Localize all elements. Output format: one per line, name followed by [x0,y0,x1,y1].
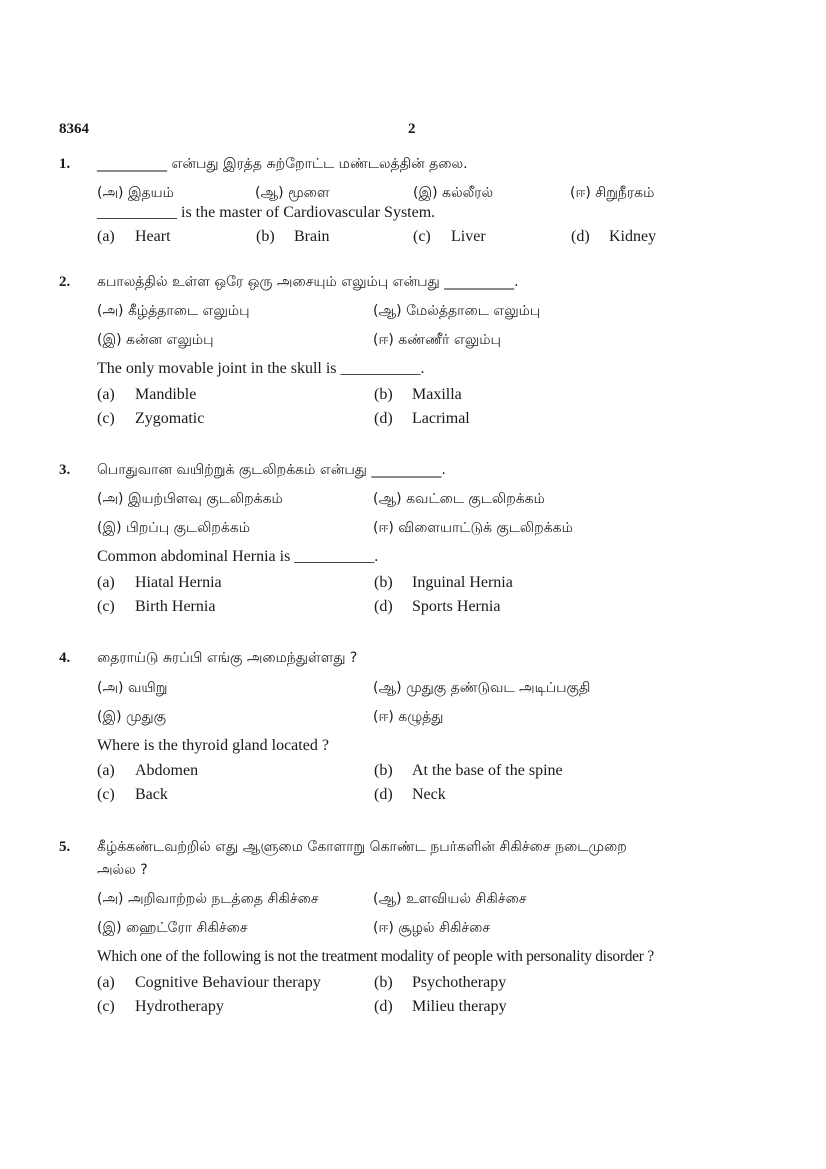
option-tamil: (ஆ) மூளை [255,185,330,201]
option-english: (a) Heart [97,228,171,245]
option-english: (d) Neck [374,786,446,803]
paper-code: 8364 [59,121,89,137]
option-tamil: (இ) ஹைட்ரோ சிகிச்சை [97,920,248,936]
question-text-tamil: __________ என்பது இரத்த சுற்றோட்ட மண்டலத்தின் தலை. [97,156,468,172]
option-tamil: (அ) கீழ்த்தாடை எலும்பு [97,303,250,319]
option-tamil: (ஆ) கவட்டை குடலிறக்கம் [373,491,545,507]
question-number: 5. [59,839,71,855]
option-english: (d) Sports Hernia [374,598,501,615]
option-english: (d) Kidney [571,228,657,245]
option-english: (a) Hiatal Hernia [97,574,222,591]
question-number: 3. [59,462,71,478]
option-tamil: (அ) இதயம் [97,185,174,201]
option-english: (d) Lacrimal [374,410,470,427]
option-english: (c) Back [97,786,168,803]
option-tamil: (அ) அறிவாற்றல் நடத்தை சிகிச்சை [97,891,319,907]
option-tamil: (இ) கல்லீரல் [413,185,494,201]
option-tamil: (இ) முதுகு [97,709,167,725]
question-text-tamil: தைராய்டு சுரப்பி எங்கு அமைந்துள்ளது ? [97,650,358,666]
question-text-tamil-continued: அல்ல ? [97,862,148,878]
option-tamil: (ஈ) கழுத்து [373,709,444,725]
option-english: (c) Zygomatic [97,410,205,427]
option-tamil: (ஆ) மேல்த்தாடை எலும்பு [373,303,541,319]
option-english: (a) Cognitive Behaviour therapy [97,974,321,991]
question-text-tamil: பொதுவான வயிற்றுக் குடலிறக்கம் என்பது __________. [97,462,446,478]
question-number: 4. [59,650,71,666]
question-text-english: __________ is the master of Cardiovascular System. [97,204,436,221]
option-tamil: (ஈ) சூழல் சிகிச்சை [373,920,491,936]
question-text-tamil: கீழ்க்கண்டவற்றில் எது ஆளுமை கோளாறு கொண்ட நபர்களின் சிகிச்சை நடைமுறை [97,839,627,855]
question-text-english: Which one of the following is not the treatment modality of people with personality disorder ? [97,948,654,965]
question-number: 2. [59,274,71,290]
option-english: (c) Birth Hernia [97,598,216,615]
option-english: (d) Milieu therapy [374,998,507,1015]
option-english: (b) Psychotherapy [374,974,507,991]
page-number: 2 [408,121,416,137]
option-tamil: (இ) பிறப்பு குடலிறக்கம் [97,520,251,536]
option-tamil: (இ) கன்ன எலும்பு [97,332,214,348]
option-english: (c) Liver [413,228,486,245]
option-tamil: (ஈ) விளையாட்டுக் குடலிறக்கம் [373,520,573,536]
option-tamil: (அ) வயிறு [97,680,168,696]
question-text-english: Common abdominal Hernia is __________. [97,548,379,565]
option-english: (b) Maxilla [374,386,462,403]
option-tamil: (ஆ) முதுகு தண்டுவட அடிப்பகுதி [373,680,591,696]
option-english: (b) At the base of the spine [374,762,563,779]
question-text-english: Where is the thyroid gland located ? [97,737,329,754]
option-english: (b) Inguinal Hernia [374,574,513,591]
option-tamil: (ஆ) உளவியல் சிகிச்சை [373,891,527,907]
option-english: (c) Hydrotherapy [97,998,224,1015]
option-tamil: (ஈ) சிறுநீரகம் [570,185,655,201]
question-text-english: The only movable joint in the skull is __________. [97,360,425,377]
option-tamil: (அ) இயற்பிளவு குடலிறக்கம் [97,491,283,507]
option-english: (a) Mandible [97,386,197,403]
question-number: 1. [59,156,71,172]
option-english: (a) Abdomen [97,762,199,779]
option-english: (b) Brain [256,228,330,245]
question-text-tamil: கபாலத்தில் உள்ள ஒரே ஒரு அசையும் எலும்பு என்பது __________. [97,274,519,290]
option-tamil: (ஈ) கண்ணீர் எலும்பு [373,332,501,348]
